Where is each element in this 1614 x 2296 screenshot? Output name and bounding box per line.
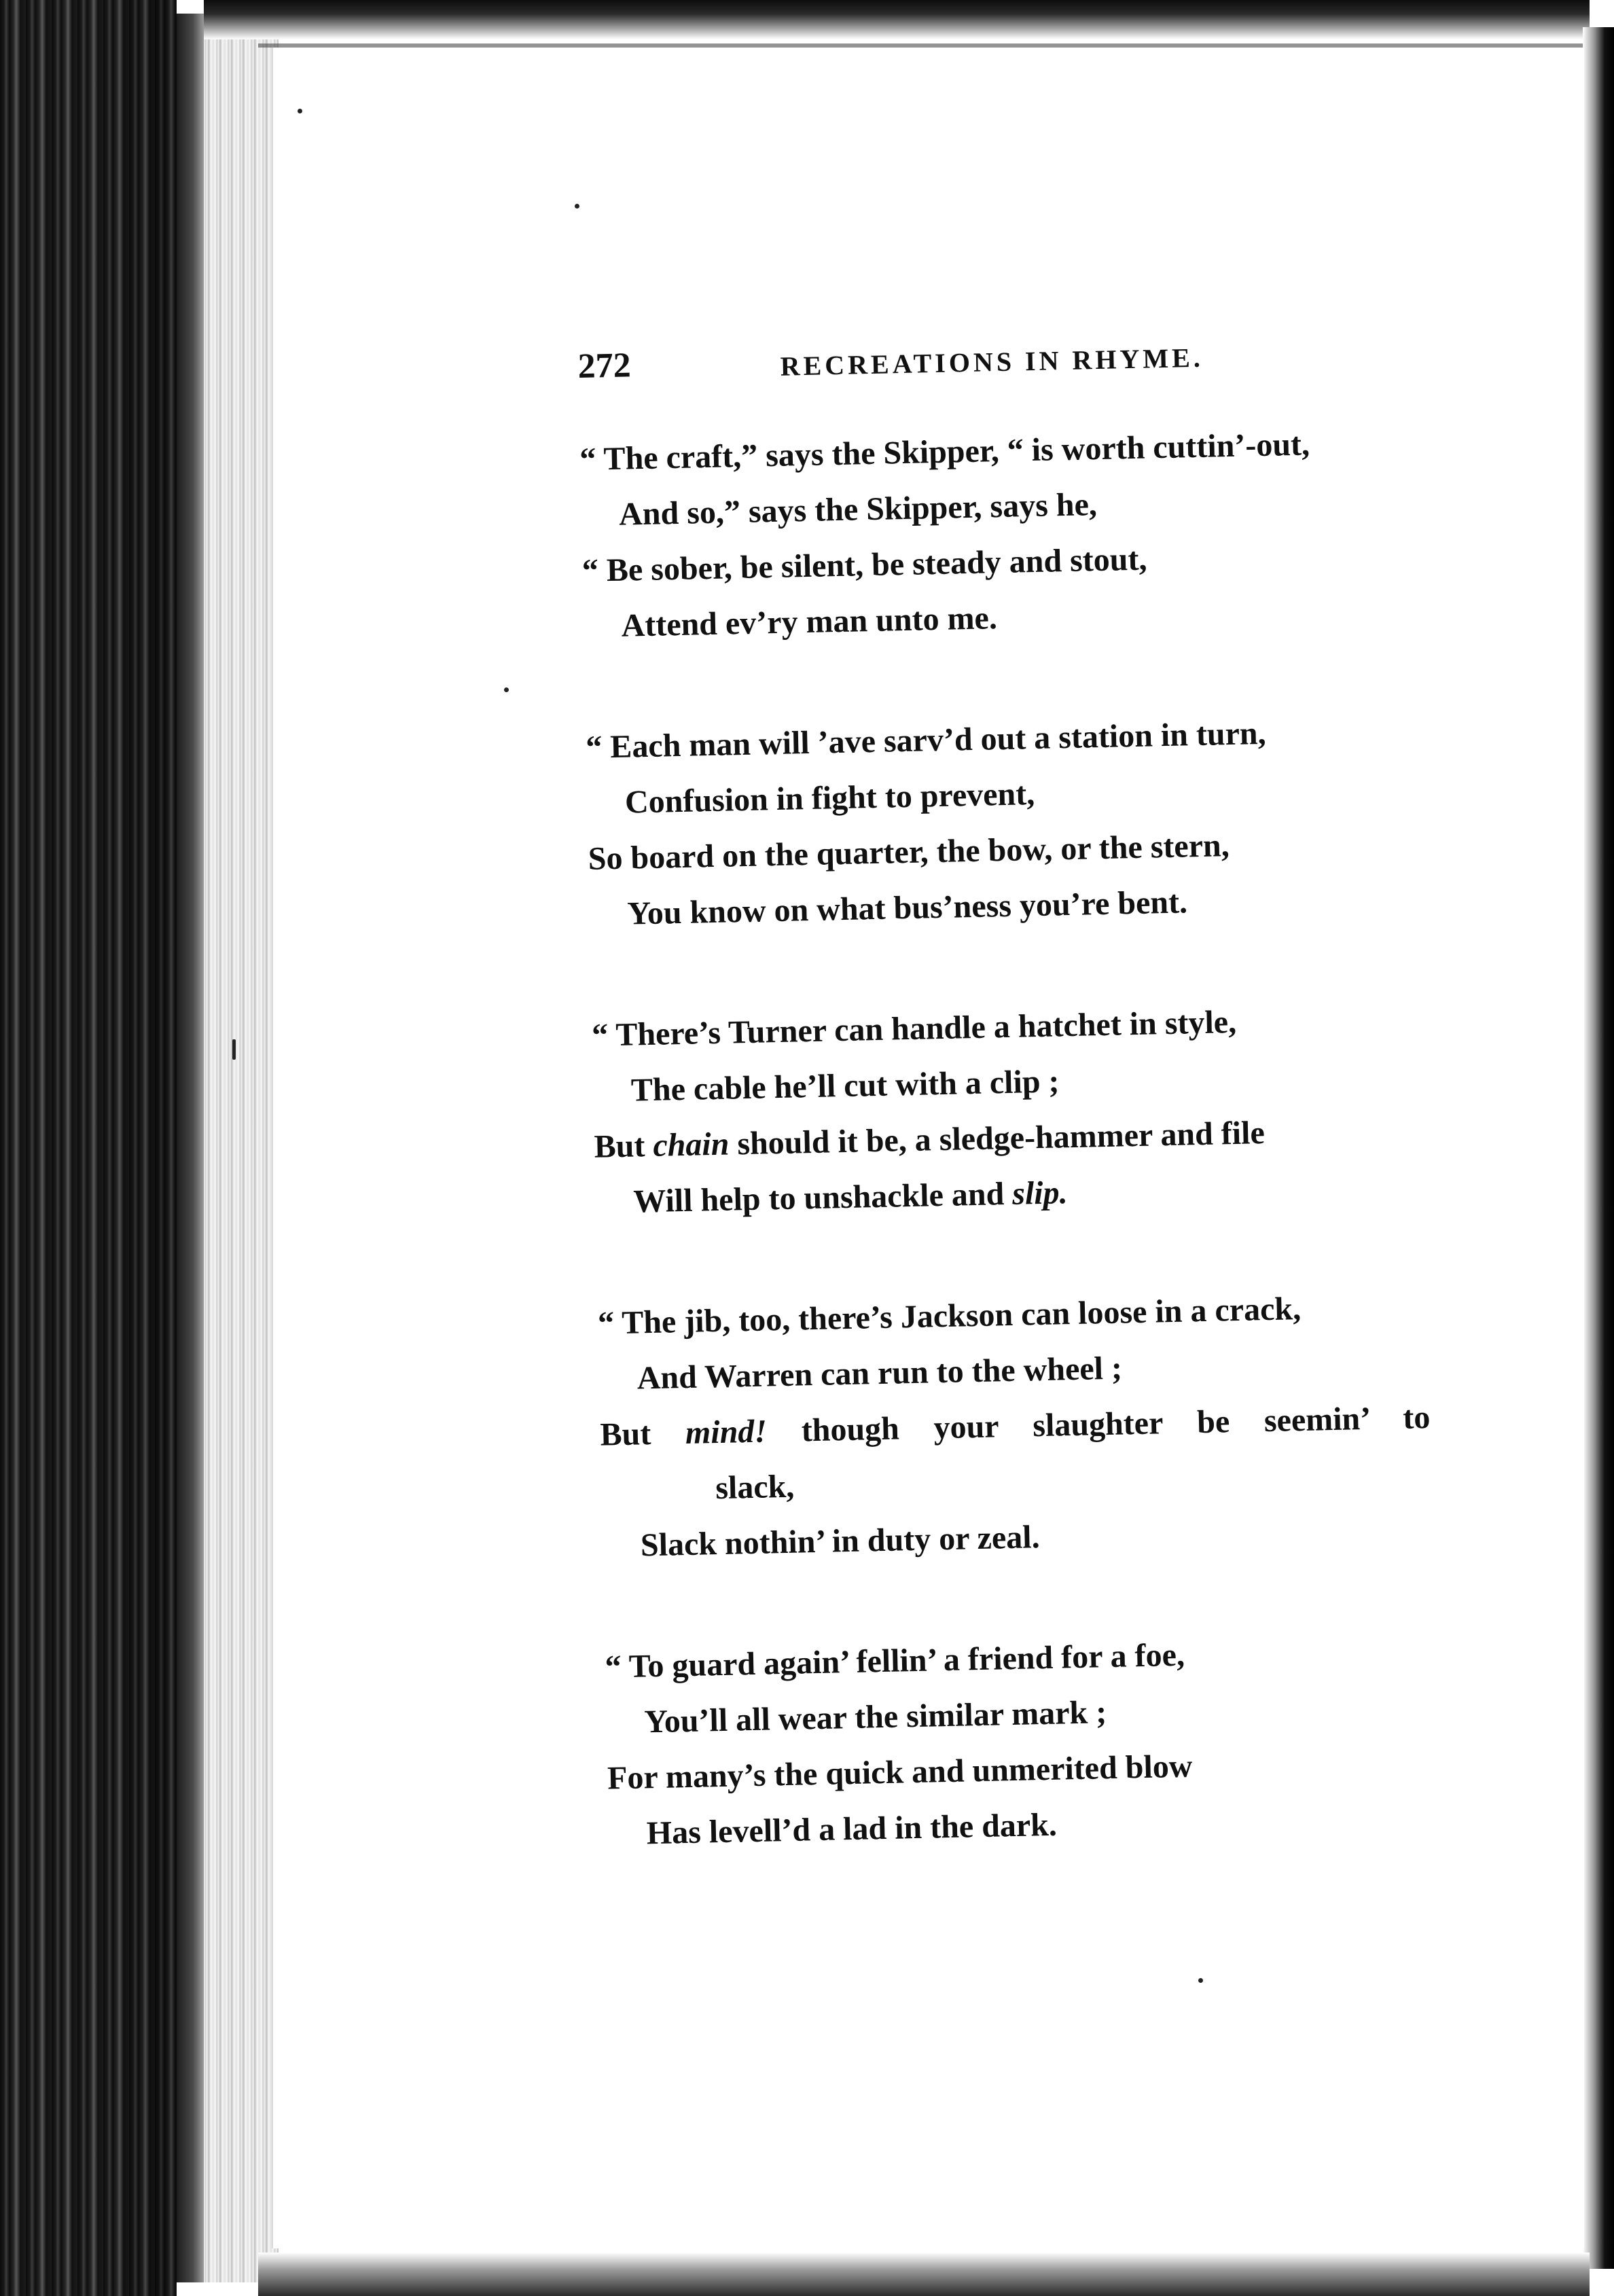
spine-shadow xyxy=(102,0,177,2296)
verse-line: So board on the quarter, the bow, or the stern, xyxy=(588,827,1230,877)
italic-word: slip. xyxy=(1011,1174,1069,1212)
verse-text: Will help to unshackle and xyxy=(632,1175,1013,1220)
dust-speck xyxy=(232,1039,236,1060)
stanza xyxy=(597,1278,1458,1574)
verse-text: But xyxy=(600,1415,686,1453)
verse-line: Slack nothin’ in duty or zeal. xyxy=(640,1519,1041,1564)
verse-line: Attend ev’ry man unto me. xyxy=(621,600,998,644)
verse-line: “ The craft,” says the Skipper, “ is worth cuttin’-out, xyxy=(579,426,1310,478)
dust-speck xyxy=(1198,1978,1203,1983)
verse-text: But xyxy=(594,1127,653,1165)
dust-speck xyxy=(298,109,302,113)
verse-line: “ There’s Turner can handle a hatchet in style, xyxy=(591,1003,1237,1054)
verse-line: For many’s the quick and unmerited blow xyxy=(607,1748,1193,1797)
verse-line: “ Each man will ’ave sarv’d out a station in turn, xyxy=(585,715,1267,766)
verse-line: “ To guard again’ fellin’ a friend for a foe, xyxy=(605,1636,1185,1685)
verse-line-continuation: slack, xyxy=(715,1468,795,1507)
verse-line: And so,” says the Skipper, says he, xyxy=(618,486,1098,533)
verse-line: And Warren can run to the wheel ; xyxy=(636,1350,1123,1397)
italic-word: mind! xyxy=(685,1413,768,1452)
page-number: 272 xyxy=(577,346,632,386)
stanza xyxy=(579,414,1440,655)
verse-line: “ Be sober, be silent, be steady and stout, xyxy=(581,541,1147,589)
dust-speck xyxy=(575,204,579,209)
verse-text: should it be, a sledge-hammer and file xyxy=(728,1115,1266,1162)
stanza xyxy=(591,990,1452,1230)
stanza xyxy=(586,702,1446,942)
verse-line: Has levell’d a lad in the dark. xyxy=(646,1806,1058,1852)
verse-line: “ The jib, too, there’s Jackson can loose in a crack, xyxy=(597,1291,1302,1342)
verse-line: The cable he’ll cut with a clip ; xyxy=(630,1063,1060,1109)
right-book-edge xyxy=(1583,27,1614,2269)
page-edges-shadow xyxy=(177,14,204,2282)
running-title: RECREATIONS IN RHYME. xyxy=(780,342,1204,382)
stanza xyxy=(605,1621,1465,1862)
page-text xyxy=(577,329,1466,1928)
top-book-edge xyxy=(204,0,1590,39)
verse-line: You’ll all wear the similar mark ; xyxy=(643,1694,1107,1740)
verse-line: You know on what bus’ness you’re bent. xyxy=(626,884,1188,932)
verse-line: Confusion in fight to prevent, xyxy=(624,776,1035,821)
bottom-book-edge xyxy=(258,2253,1590,2296)
dust-speck xyxy=(504,687,509,692)
verse-text: though your slaughter be seemin’ to xyxy=(766,1399,1431,1450)
italic-word: chain xyxy=(652,1126,730,1164)
